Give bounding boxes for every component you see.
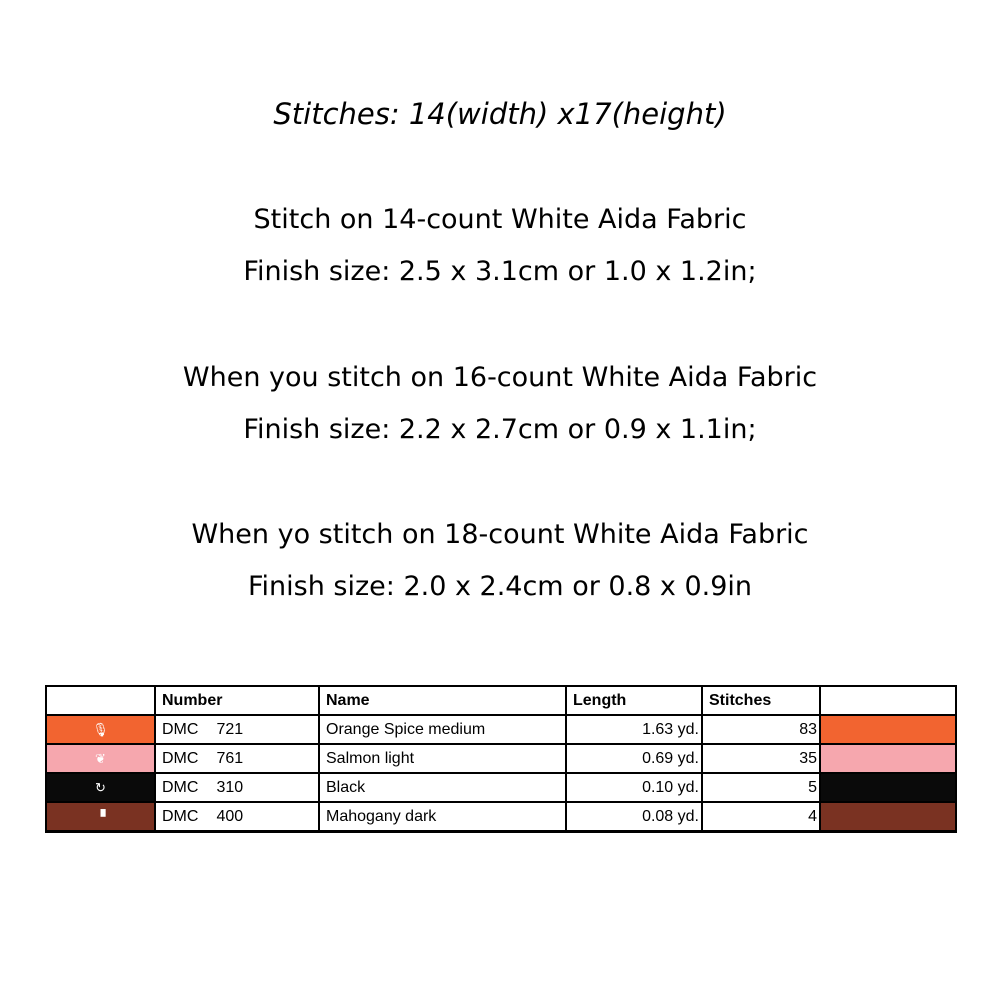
thread-code: 400: [216, 807, 244, 825]
table-row: [46, 744, 956, 773]
thread-name: Mahogany dark: [319, 802, 566, 832]
table-row: [46, 773, 956, 802]
thread-brand: DMC: [162, 749, 199, 767]
thread-number: [155, 744, 319, 773]
corner-square-icon: ▝: [46, 802, 155, 832]
microphone-icon: 🎙: [46, 715, 155, 744]
thread-length: 1.63 yd.: [566, 715, 702, 744]
thread-number: [155, 802, 319, 832]
thread-legend-table: [45, 685, 957, 833]
header-color: [820, 686, 956, 715]
thread-name: Salmon light: [319, 744, 566, 773]
finish-size-18-line: Finish size: 2.0 x 2.4cm or 0.8 x 0.9in: [247, 571, 753, 602]
thread-brand: DMC: [162, 778, 199, 796]
color-swatch: [820, 715, 956, 744]
thread-length: 0.08 yd.: [566, 802, 702, 832]
header-stitches: Stitches: [702, 686, 820, 715]
fabric-16-count-line: When you stitch on 16-count White Aida Fabric: [182, 362, 818, 393]
thread-code: 721: [216, 720, 244, 738]
fabric-14-count-line: Stitch on 14-count White Aida Fabric: [253, 204, 747, 235]
header-number: Number: [155, 686, 319, 715]
thread-brand: DMC: [162, 720, 199, 738]
thread-code: 761: [216, 749, 244, 767]
header-length: Length: [566, 686, 702, 715]
header-symbol: [46, 686, 155, 715]
header-name: Name: [319, 686, 566, 715]
refresh-icon: ↻: [46, 773, 155, 802]
fabric-18-count-line: When yo stitch on 18-count White Aida Fabric: [191, 519, 809, 550]
stitch-count-title: Stitches: 14(width) x17(height): [273, 97, 727, 131]
color-swatch: [820, 773, 956, 802]
thread-code: 310: [216, 778, 244, 796]
thread-name: Orange Spice medium: [319, 715, 566, 744]
thread-stitches: 35: [702, 744, 820, 773]
thread-length: 0.69 yd.: [566, 744, 702, 773]
table-row: [46, 715, 956, 744]
thread-brand: DMC: [162, 807, 199, 825]
table-header-row: [46, 686, 956, 715]
color-swatch: [820, 802, 956, 832]
thread-stitches: 83: [702, 715, 820, 744]
swirl-icon: ❦: [46, 744, 155, 773]
thread-name: Black: [319, 773, 566, 802]
color-swatch: [820, 744, 956, 773]
thread-stitches: 4: [702, 802, 820, 832]
table-row: [46, 802, 956, 832]
thread-number: [155, 715, 319, 744]
finish-size-14-line: Finish size: 2.5 x 3.1cm or 1.0 x 1.2in;: [243, 256, 757, 287]
thread-length: 0.10 yd.: [566, 773, 702, 802]
thread-stitches: 5: [702, 773, 820, 802]
finish-size-16-line: Finish size: 2.2 x 2.7cm or 0.9 x 1.1in;: [243, 414, 757, 445]
thread-number: [155, 773, 319, 802]
